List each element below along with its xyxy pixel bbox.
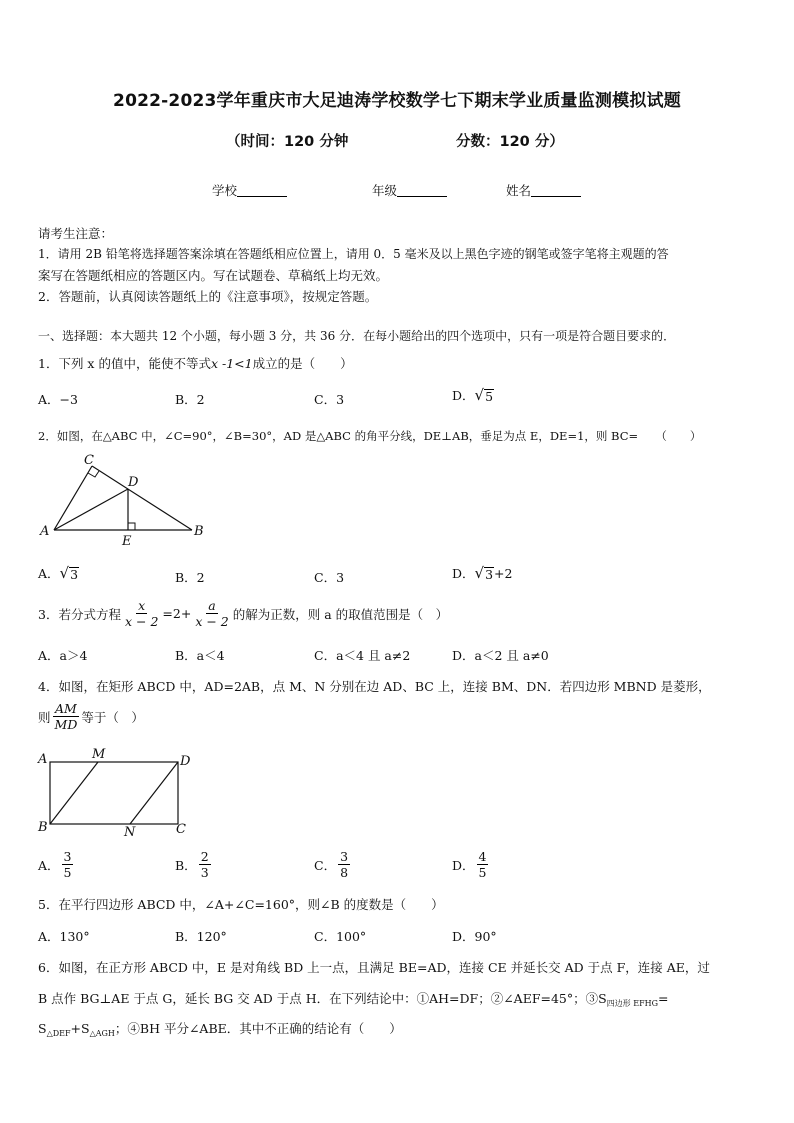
q2-d-prefix: D．: [452, 566, 475, 581]
q4-d-den: 5: [478, 865, 487, 880]
question-6: 6．如图，在正方形 ABCD 中，E 是对角线 BD 上一点，且满足 BE=AD，连接 CE 并延长交 AD 于点 F，连接 AE，过: [38, 960, 710, 975]
q2-option-c: C．3: [314, 570, 345, 585]
q4-fraction-am-md: [53, 701, 80, 732]
q4-option-d: [452, 849, 490, 880]
q2-side-ac: [54, 466, 92, 530]
q4-pre: 则: [38, 709, 51, 725]
q4-label-d: D: [180, 754, 191, 769]
q4-f-den: MD: [54, 717, 78, 732]
q4-label-b: B: [38, 820, 48, 835]
q3-text-end: 的解为正数，则 a 的取值范围是（ ）: [232, 606, 449, 622]
q4-c-num: 3: [340, 849, 349, 864]
q2-a-radicand: 3: [70, 567, 79, 582]
q4-option-a: [38, 849, 75, 880]
q4-label-a: A: [38, 752, 48, 767]
q1-option-a: A．−3: [38, 392, 78, 407]
q3-f1-num: x: [138, 598, 146, 613]
q5-option-c: C．100°: [314, 929, 367, 944]
q2-option-a: [38, 564, 79, 582]
grade-blank: [397, 183, 447, 197]
q4-d-num: 4: [478, 849, 487, 864]
q4-option-b: [175, 849, 213, 880]
q2-right-angle-c: [88, 471, 99, 477]
section-heading: 一、选择题：本大题共 12 个小题，每小题 3 分，共 36 分．在每小题给出的四个选项中，只有一项是符合题目要求的．: [38, 329, 676, 343]
question-3: [38, 598, 448, 629]
name-blank: [531, 183, 581, 197]
school-field: [212, 181, 287, 199]
q1-text-end: 成立的是（ ）: [252, 356, 353, 371]
school-blank: [237, 183, 287, 197]
q2-label-b: B: [194, 524, 204, 539]
q5-option-d: D．90°: [452, 929, 497, 944]
score-label: 分数：120 分）: [456, 134, 564, 150]
q4-b-fraction: [199, 849, 211, 880]
q2-a-prefix: A．: [38, 566, 60, 581]
q4-a-num: 3: [63, 849, 72, 864]
q3-option-c: C．a＜4 且 a≠2: [314, 648, 411, 663]
question-4: 4．如图，在矩形 ABCD 中，AD=2AB，点 M、N 分别在边 AD、BC 上，连接 BM、DN．若四边形 MBND 是菱形，: [38, 679, 711, 694]
q1-d-radicand: 5: [485, 389, 494, 404]
q4-rectangle-figure: [34, 746, 204, 838]
notice-line-2: 2．答题前，认真阅读答题纸上的《注意事项》，按规定答题。: [38, 289, 378, 304]
q1-text: 1．下列 x 的值中，能使不等式: [38, 356, 211, 371]
q3-mid: =2+: [162, 606, 192, 621]
q2-option-b: B．2: [175, 570, 205, 585]
sqrt-5: √ 5: [474, 386, 494, 404]
q4-b-prefix: B．: [175, 857, 197, 873]
q4-a-fraction: [62, 849, 74, 880]
q1-option-d: [452, 386, 494, 404]
q3-text: 3．若分式方程: [38, 606, 121, 622]
q2-d-suffix: +2: [494, 566, 513, 581]
sqrt-3: √ 3: [474, 564, 494, 582]
q4-label-m: M: [92, 747, 106, 762]
notice-heading: 请考生注意：: [38, 226, 114, 241]
q4-segment-bm: [50, 762, 98, 824]
school-label: 学校: [212, 183, 238, 198]
q6-line3-sub1: △DEF: [46, 1029, 71, 1038]
q6-line3-s1: S: [38, 1021, 47, 1036]
q2-bisector-ad: [54, 489, 128, 530]
q4-post: 等于（ ）: [81, 709, 144, 725]
q4-label-n: N: [124, 825, 136, 838]
q4-c-den: 8: [340, 865, 349, 880]
q6-line3-sub2: △AGH: [89, 1029, 115, 1038]
q6-line2-eq: =: [658, 991, 669, 1006]
q2-side-cb: [92, 466, 192, 530]
name-label: 姓名: [506, 183, 532, 198]
q2-label-e: E: [122, 534, 132, 548]
q4-c-prefix: C．: [314, 857, 337, 873]
q4-segment-nd: [130, 762, 178, 824]
q3-fraction-1: [123, 598, 160, 629]
q3-option-d: D．a＜2 且 a≠0: [452, 648, 549, 663]
q4-label-c: C: [176, 822, 186, 837]
question-5: 5．在平行四边形 ABCD 中，∠A+∠C=160°，则∠B 的度数是（ ）: [38, 897, 444, 912]
time-label: （时间：120 分钟: [226, 134, 349, 150]
grade-label: 年级: [372, 183, 398, 198]
sqrt-3: √ 3: [59, 564, 79, 582]
q5-option-a: A．130°: [38, 929, 90, 944]
q3-fraction-2: [193, 598, 230, 629]
q1-d-prefix: D．: [452, 388, 475, 403]
q2-label-a: A: [40, 524, 50, 539]
q4-d-prefix: D．: [452, 857, 475, 873]
q4-c-fraction: [338, 849, 350, 880]
question-2: 2．如图，在△ABC 中，∠C=90°，∠B=30°，AD 是△ABC 的角平分线，DE⊥AB，垂足为点 E，DE=1，则 BC= （ ）: [38, 429, 702, 443]
q2-option-d: [452, 564, 512, 582]
q6-line3-s2: +S: [70, 1021, 90, 1036]
question-6-line-2: [38, 989, 668, 1009]
q2-right-angle-e: [128, 523, 135, 530]
grade-field: [372, 181, 447, 199]
q4-b-num: 2: [200, 849, 209, 864]
q3-option-b: B．a＜4: [175, 648, 225, 663]
q6-line2-text: B 点作 BG⊥AE 于点 G，延长 BG 交 AD 于点 H．在下列结论中：①AH=DF；②∠AEF=45°；③S: [38, 991, 607, 1006]
question-1: [38, 354, 353, 372]
q6-line3-text: ；④BH 平分∠ABE．其中不正确的结论有（ ）: [114, 1021, 402, 1036]
q4-a-prefix: A．: [38, 857, 60, 873]
q2-label-d: D: [128, 475, 139, 490]
q3-f2-num: a: [208, 598, 216, 613]
q3-f1-den: x − 2: [124, 614, 159, 629]
q3-f2-den: x − 2: [195, 614, 229, 629]
page-title: 2022-2023学年重庆市大足迪涛学校数学七下期末学业质量监测模拟试题: [113, 91, 681, 111]
q4-option-c: [314, 849, 352, 880]
q4-b-den: 3: [200, 865, 209, 880]
q4-d-fraction: [477, 849, 489, 880]
q1-option-b: B．2: [175, 392, 205, 407]
notice-line-1: 1．请用 2B 铅笔将选择题答案涂填在答题纸相应位置上，请用 0．5 毫米及以上黑色字迹的钢笔或签字笔将主观题的答: [38, 247, 669, 261]
q4-rect-abcd: [50, 762, 178, 824]
q4-a-den: 5: [63, 865, 72, 880]
q5-option-b: B．120°: [175, 929, 227, 944]
q6-line2-subscript: 四边形 EFHG: [606, 999, 658, 1008]
question-6-line-3: [38, 1019, 402, 1038]
notice-line-1b: 案写在答题纸相应的答题区内。写在试题卷、草稿纸上均无效。: [38, 268, 389, 283]
q2-triangle-figure: [36, 452, 216, 548]
q3-option-a: A．a＞4: [38, 648, 88, 663]
q4-f-num: AM: [55, 701, 77, 716]
q2-d-radicand: 3: [485, 567, 494, 582]
q1-inequality: x -1<1: [210, 356, 253, 371]
q1-option-c: C．3: [314, 392, 345, 407]
q2-label-c: C: [84, 453, 94, 468]
question-4-line-2: [38, 701, 144, 732]
name-field: [506, 181, 581, 199]
